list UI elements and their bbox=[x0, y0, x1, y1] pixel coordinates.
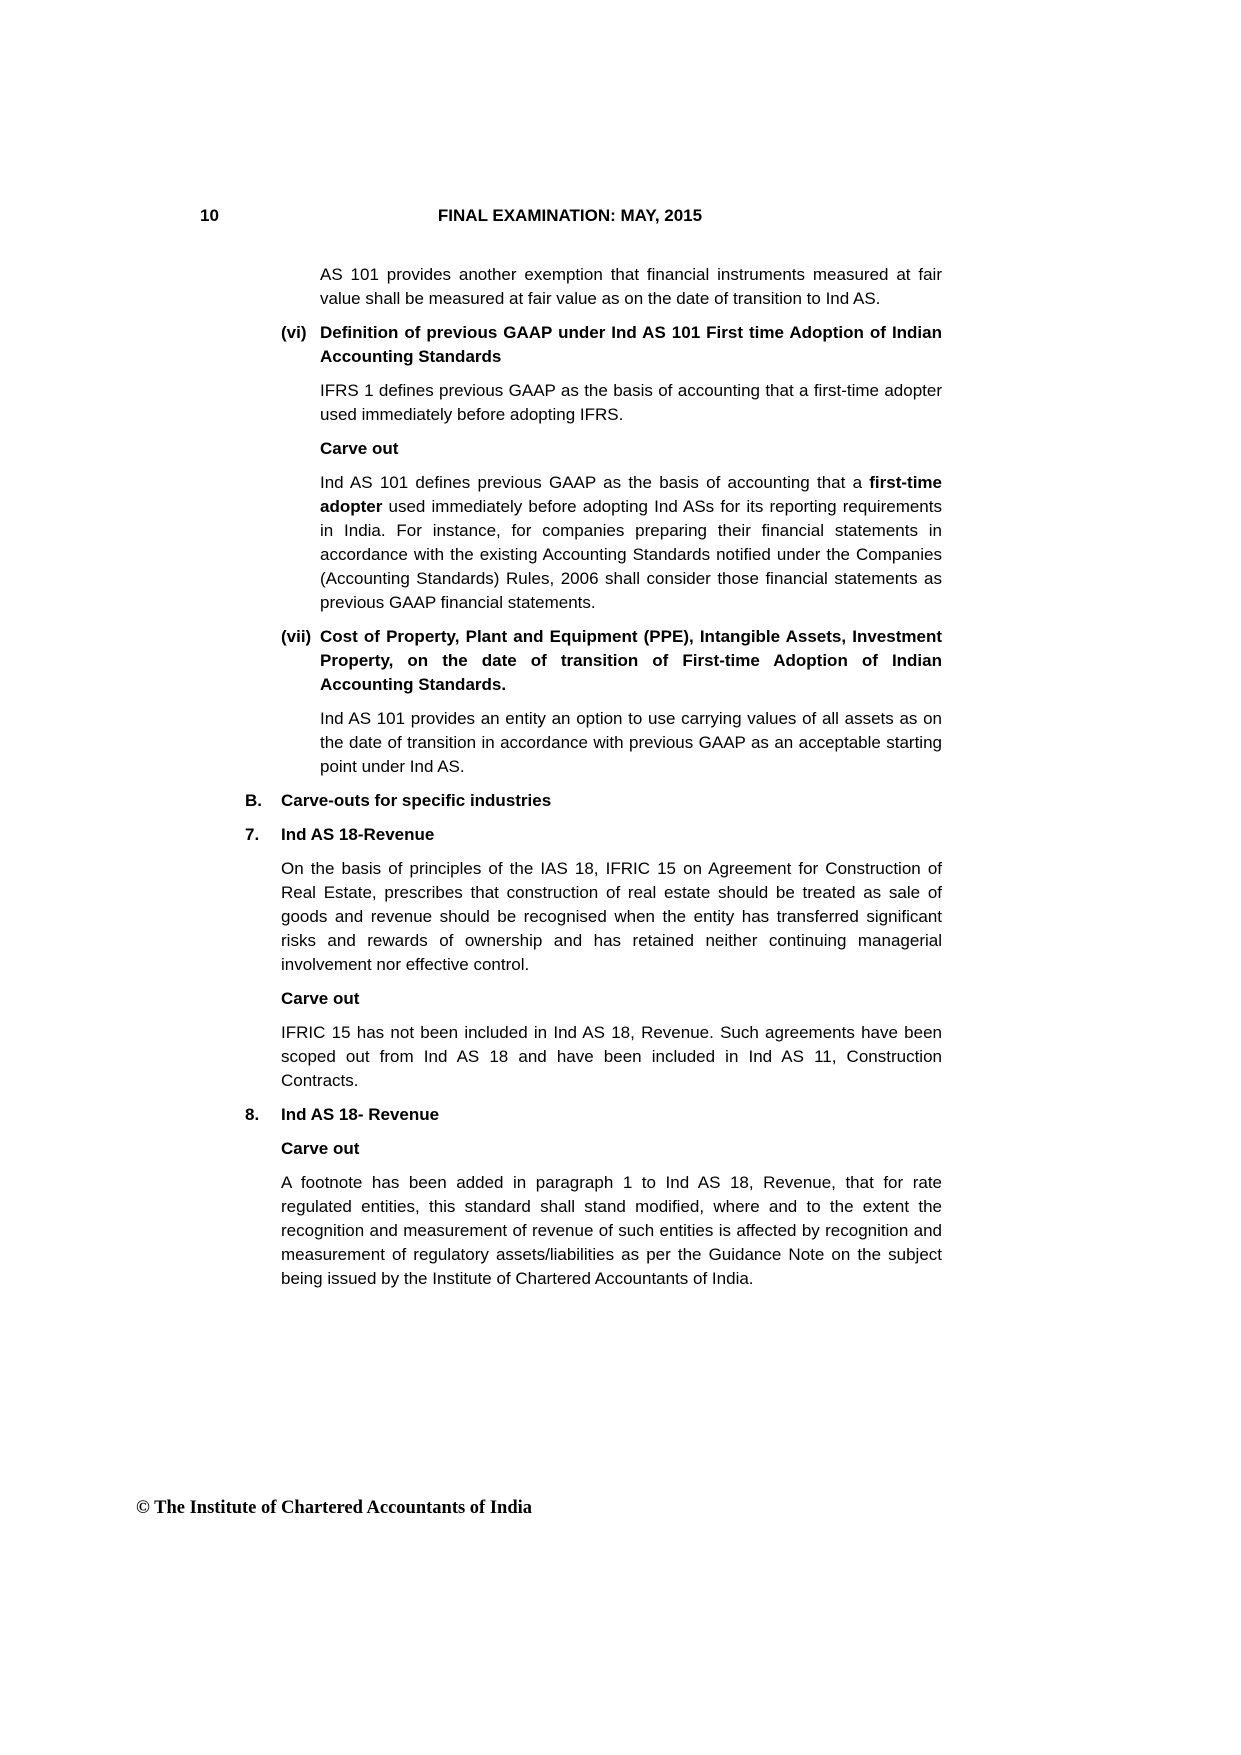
text-run: Ind AS 101 defines previous GAAP as the basis of accounting that a bbox=[320, 473, 870, 492]
list-item-vi-label: (vi) bbox=[281, 323, 307, 342]
page-header bbox=[200, 204, 940, 228]
item-7-carve-out-paragraph: IFRIC 15 has not been included in Ind AS 18, Revenue. Such agreements have been scoped out from Ind AS 18 and have been included in Ind AS 11, Construction Contracts. bbox=[281, 1023, 942, 1090]
list-item-8-body bbox=[281, 1103, 942, 1301]
page-content bbox=[245, 263, 942, 1301]
item-b-heading: Carve-outs for specific industries bbox=[281, 791, 552, 810]
item-7-paragraph: On the basis of principles of the IAS 18, IFRIC 15 on Agreement for Construction of Real Estate, prescribes that construction of real estate should be treated as sale of goods and revenue should be recognised when the entity has transferred significant risks and rewards of ownership and has retained neither continuing managerial involvement nor effective control. bbox=[281, 859, 942, 974]
list-item-b-label: B. bbox=[245, 791, 262, 810]
intro-paragraph: AS 101 provides another exemption that financial instruments measured at fair value shall be measured at fair value as on the date of transition to Ind AS. bbox=[320, 265, 942, 308]
list-item-7 bbox=[245, 823, 942, 1103]
item-8-heading: Ind AS 18- Revenue bbox=[281, 1105, 440, 1124]
item-vi-carve-out-paragraph bbox=[320, 471, 942, 615]
header-title: FINAL EXAMINATION: MAY, 2015 bbox=[437, 206, 703, 225]
item-vii-paragraph: Ind AS 101 provides an entity an option to use carrying values of all assets as on the date of transition in accordance with previous GAAP as an acceptable starting point under Ind AS. bbox=[320, 709, 942, 776]
list-item-7-body bbox=[281, 823, 942, 1103]
list-item-7-label: 7. bbox=[245, 825, 260, 844]
page-footer: © The Institute of Chartered Accountants of India bbox=[136, 1498, 533, 1518]
list-item-vii-body bbox=[320, 625, 942, 789]
item-vii-heading: Cost of Property, Plant and Equipment (PPE), Intangible Assets, Investment Property, on the date of transition of First-time Adoption of Indian Accounting Standards. bbox=[320, 627, 942, 694]
bold-text-run: first-time adopter bbox=[320, 473, 942, 516]
list-item-vii-label: (vii) bbox=[281, 627, 312, 646]
list-item-b-body bbox=[281, 789, 942, 823]
item-vi-carve-out-heading: Carve out bbox=[320, 439, 399, 458]
list-item-8-label: 8. bbox=[245, 1105, 260, 1124]
item-vi-heading: Definition of previous GAAP under Ind AS 101 First time Adoption of Indian Accounting Standards bbox=[320, 323, 942, 366]
list-item-vii bbox=[281, 625, 942, 789]
text-run: used immediately before adopting Ind ASs for its reporting requirements in India. For instance, for companies preparing their financial statements in accordance with the existing Accounting Standards notified under the Companies (Accounting Standards) Rules, 2006 shall consider those financial statements as previous GAAP financial statements. bbox=[320, 497, 942, 612]
item-vi-paragraph: IFRS 1 defines previous GAAP as the basis of accounting that a first-time adopter used immediately before adopting IFRS. bbox=[320, 381, 942, 424]
item-7-carve-out-heading: Carve out bbox=[281, 989, 360, 1008]
list-item-8 bbox=[245, 1103, 942, 1301]
item-7-heading: Ind AS 18-Revenue bbox=[281, 825, 435, 844]
item-8-carve-out-heading: Carve out bbox=[281, 1139, 360, 1158]
list-item-b bbox=[245, 789, 942, 823]
item-8-carve-out-paragraph: A footnote has been added in paragraph 1 to Ind AS 18, Revenue, that for rate regulated entities, this standard shall stand modified, where and to the extent the recognition and measurement of revenue of such entities is affected by recognition and measurement of regulatory assets/liabilities as per the Guidance Note on the subject being issued by the Institute of Chartered Accountants of India. bbox=[281, 1173, 942, 1288]
list-item-vi-body bbox=[320, 321, 942, 625]
list-item-vi bbox=[281, 321, 942, 625]
page-number: 10 bbox=[200, 206, 219, 225]
